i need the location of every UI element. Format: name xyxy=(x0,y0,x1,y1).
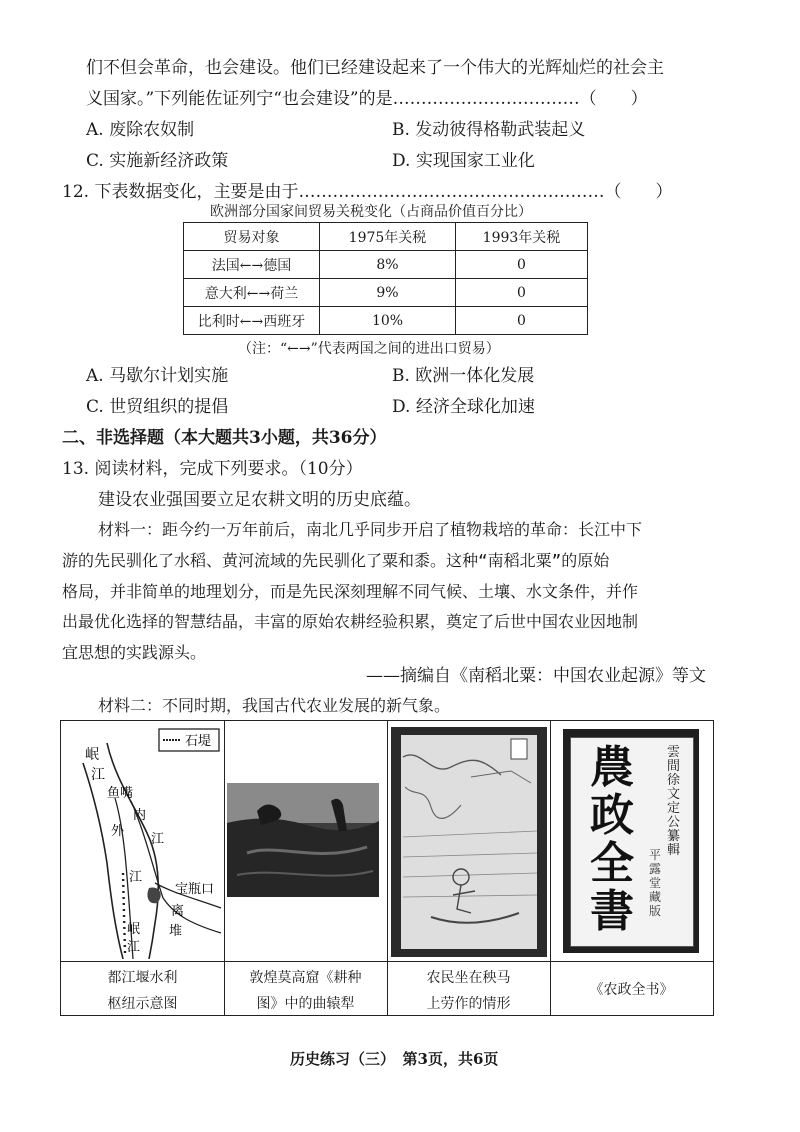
book-title-char: 全 xyxy=(590,838,634,889)
map-label: 鱼嘴 xyxy=(107,786,134,801)
caption-yangma xyxy=(387,965,550,1017)
dujiangyan-map-illustration xyxy=(63,723,223,959)
book-title-char: 政 xyxy=(590,790,634,841)
map-label: 堆 xyxy=(169,924,183,939)
q13-intro: 建设农业强国要立足农耕文明的历史底蕴。 xyxy=(98,490,421,510)
caption-line: 图》中的曲辕犁 xyxy=(256,996,355,1012)
caption-line: 敦煌莫高窟《耕种 xyxy=(249,970,362,986)
q13-stem: 13. 阅读材料，完成下列要求。（10分） xyxy=(62,459,363,479)
table-cell: 意大利←→荷兰 xyxy=(184,279,320,307)
page-footer: 历史练习（三） 第3页，共6页 xyxy=(290,1050,499,1068)
table-row xyxy=(184,307,588,335)
map-label: 宝瓶口 xyxy=(175,882,215,897)
map-label: 外 xyxy=(111,824,125,839)
material2-figure-panel xyxy=(60,720,714,1016)
table-header: 1993年关税 xyxy=(456,223,588,251)
caption-line: 上劳作的情形 xyxy=(426,996,511,1012)
table-cell: 0 xyxy=(456,251,588,279)
table-cell: 8% xyxy=(320,251,456,279)
yangma-woodcut-image xyxy=(391,727,547,957)
q11-option-c: C. 实施新经济政策 xyxy=(86,151,229,171)
q11-option-b: B. 发动彼得格勒武装起义 xyxy=(392,120,586,140)
table-cell: 9% xyxy=(320,279,456,307)
caption-line: 农民坐在秧马 xyxy=(426,970,511,986)
table-header: 贸易对象 xyxy=(184,223,320,251)
table-cell: 比利时←→西班牙 xyxy=(184,307,320,335)
table-row xyxy=(184,251,588,279)
book-title-char: 書 xyxy=(590,886,634,937)
q12-table-note: （注：“←→”代表两国之间的进出口贸易） xyxy=(238,341,500,357)
q12-option-c: C. 世贸组织的提倡 xyxy=(86,397,229,417)
book-title-char: 農 xyxy=(590,742,634,793)
map-label: 内 xyxy=(133,808,147,823)
caption-line: 都江堰水利 xyxy=(107,970,178,986)
section-heading: 二、非选择题（本大题共3小题，共36分） xyxy=(62,428,387,448)
q11-option-a: A. 废除农奴制 xyxy=(86,120,195,140)
table-cell: 0 xyxy=(456,279,588,307)
dunhuang-mural-image xyxy=(227,783,379,897)
caption-dujiangyan xyxy=(61,965,224,1017)
map-label: 岷 xyxy=(85,747,99,763)
table-header-row xyxy=(184,223,588,251)
table-cell: 0 xyxy=(456,307,588,335)
q11-option-d: D. 实现国家工业化 xyxy=(392,151,535,171)
material1-line: 游的先民驯化了水稻、黄河流域的先民驯化了粟和黍。这种“南稻北粟”的原始 xyxy=(62,551,610,570)
q12-stem: 12. 下表数据变化，主要是由于………………………………………………（ ） xyxy=(62,182,673,202)
book-page xyxy=(570,737,694,947)
panel-divider xyxy=(61,961,713,962)
material1-line: 材料一：距今约一万年前后，南北几乎同步开启了植物栽培的革命：长江中下 xyxy=(98,520,643,539)
nongzheng-quanshu-cover-image xyxy=(563,729,699,953)
map-label: 江 xyxy=(127,940,141,955)
caption-line: 枢纽示意图 xyxy=(107,996,178,1012)
caption-nongzheng xyxy=(550,977,713,1003)
table-cell: 10% xyxy=(320,307,456,335)
material1-line: 出最优化选择的智慧结晶，丰富的原始农耕经验积累，奠定了后世中国农业因地制 xyxy=(62,612,639,631)
caption-line: 《农政全书》 xyxy=(589,982,674,998)
table-cell: 法国←→德国 xyxy=(184,251,320,279)
q12-option-a: A. 马歇尔计划实施 xyxy=(86,366,229,386)
q11-line2: 义国家。”下列能佐证列宁“也会建设”的是……………………………（ ） xyxy=(86,89,648,109)
tariff-table xyxy=(183,222,588,335)
book-publisher-line: 平露堂藏版 xyxy=(649,848,662,918)
q11-line1: 们不但会革命，也会建设。他们已经建设起来了一个伟大的光辉灿烂的社会主 xyxy=(86,58,664,78)
material1-line: 格局，并非简单的地理划分，而是先民深刻理解不同气候、土壤、水文条件，并作 xyxy=(62,582,639,601)
map-label: 江 xyxy=(91,767,105,783)
table-row xyxy=(184,279,588,307)
panel-divider xyxy=(550,721,551,1015)
book-author-line: 雲間徐文定公纂輯 xyxy=(667,745,681,858)
material1-line: 宜思想的实践源头。 xyxy=(62,643,207,662)
q12-table-title: 欧洲部分国家间贸易关税变化（占商品价值百分比） xyxy=(210,204,532,220)
map-label: 江 xyxy=(129,870,143,885)
material1-source: ——摘编自《南稻北粟：中国农业起源》等文 xyxy=(366,666,706,686)
table-header: 1975年关税 xyxy=(320,223,456,251)
material2-heading: 材料二：不同时期，我国古代农业发展的新气象。 xyxy=(98,696,451,715)
q12-option-d: D. 经济全球化加速 xyxy=(392,397,535,417)
map-label: 江 xyxy=(151,832,165,847)
q12-option-b: B. 欧洲一体化发展 xyxy=(392,366,535,386)
book-title xyxy=(579,744,645,936)
map-legend-label: 石堤 xyxy=(185,734,212,749)
caption-dunhuang xyxy=(224,965,387,1017)
map-label: 离 xyxy=(171,904,185,919)
map-label: 岷 xyxy=(127,922,141,937)
